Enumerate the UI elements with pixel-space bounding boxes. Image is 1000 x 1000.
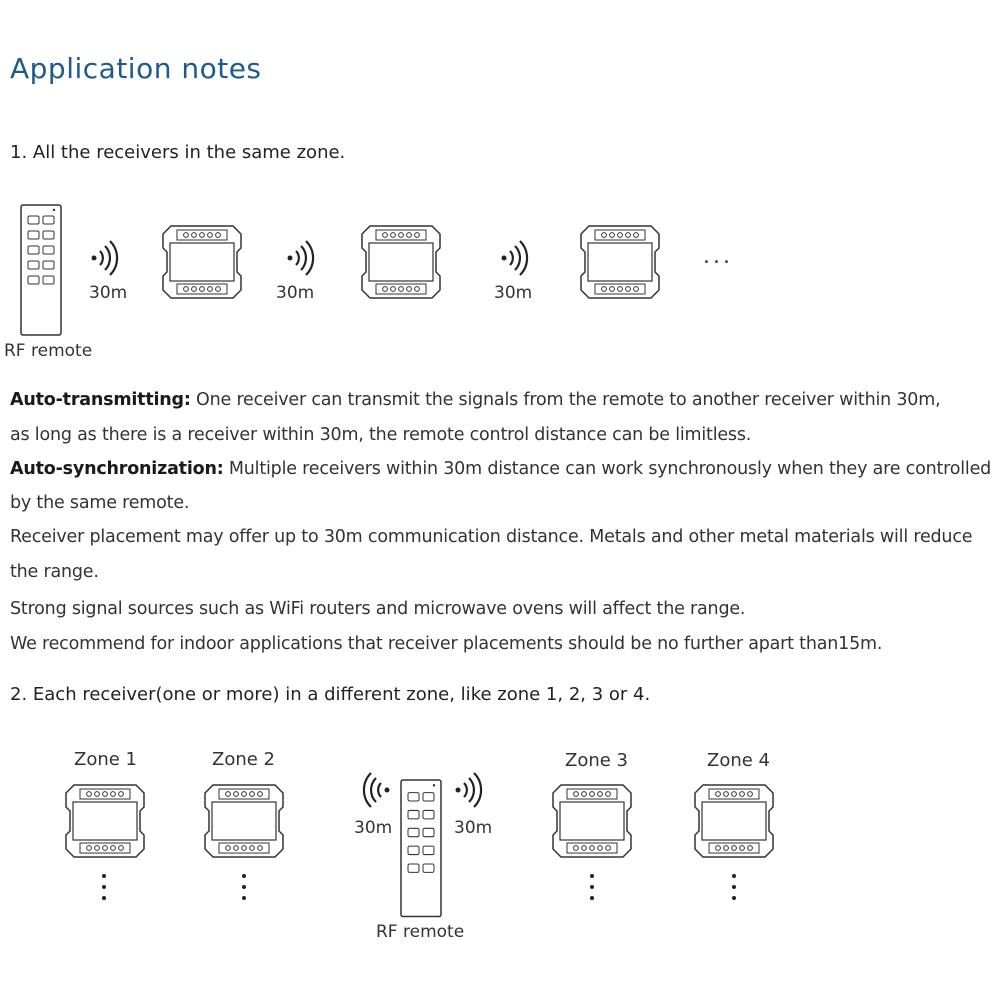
receiver-icon [581, 226, 659, 298]
zone-label-3: Zone 3 [565, 750, 628, 771]
remote-icon-section1 [21, 205, 61, 335]
receiver-icon [163, 226, 241, 298]
auto-sync-text: Multiple receivers within 30m distance can work synchronously when they are controlled [223, 459, 992, 479]
distance-label-right: 30m [454, 818, 493, 838]
strong-signal-note: Strong signal sources such as WiFi routers and microwave ovens will affect the range. [10, 599, 746, 619]
auto-transmitting-line [10, 390, 940, 410]
remote-icon-section2 [401, 780, 441, 917]
placement-line2: the range. [10, 562, 99, 582]
auto-sync-line [10, 459, 991, 479]
auto-sync-cont: by the same remote. [10, 493, 190, 513]
signal-waves-left-icon [364, 773, 390, 807]
placement-line1: Receiver placement may offer up to 30m communication distance. Metals and other metal materials will reduce [10, 527, 973, 547]
section2-heading: 2. Each receiver(one or more) in a different zone, like zone 1, 2, 3 or 4. [10, 684, 651, 705]
remote-label: RF remote [4, 341, 93, 361]
auto-transmitting-term: Auto-transmitting: [10, 390, 191, 410]
ellipsis: ... [703, 244, 733, 269]
auto-transmitting-cont: as long as there is a receiver within 30m, the remote control distance can be limitless. [10, 425, 752, 445]
section1-heading: 1. All the receivers in the same zone. [10, 142, 346, 163]
auto-sync-term: Auto-synchronization: [10, 459, 224, 479]
receiver-icon [362, 226, 440, 298]
page-title: Application notes [10, 52, 262, 85]
receiver-icon-zone3 [553, 785, 631, 857]
signal-waves-icon [92, 241, 118, 275]
receiver-icon-zone4 [695, 785, 773, 857]
signal-waves-icon [502, 241, 528, 275]
zone-label-2: Zone 2 [212, 749, 275, 770]
zone-label-4: Zone 4 [707, 750, 770, 771]
remote-label-section2: RF remote [376, 922, 465, 942]
receiver-icon-zone2 [205, 785, 283, 857]
zone-label-1: Zone 1 [74, 749, 137, 770]
distance-label: 30m [89, 283, 128, 303]
distance-label-left: 30m [354, 818, 393, 838]
signal-waves-right-icon [456, 773, 482, 807]
signal-waves-icon [288, 241, 314, 275]
auto-transmitting-text: One receiver can transmit the signals from the remote to another receiver within 30m, [190, 390, 941, 410]
distance-label: 30m [276, 283, 315, 303]
recommend-note: We recommend for indoor applications that receiver placements should be no further apart than15m. [10, 634, 883, 654]
receiver-icon-zone1 [66, 785, 144, 857]
distance-label: 30m [494, 283, 533, 303]
